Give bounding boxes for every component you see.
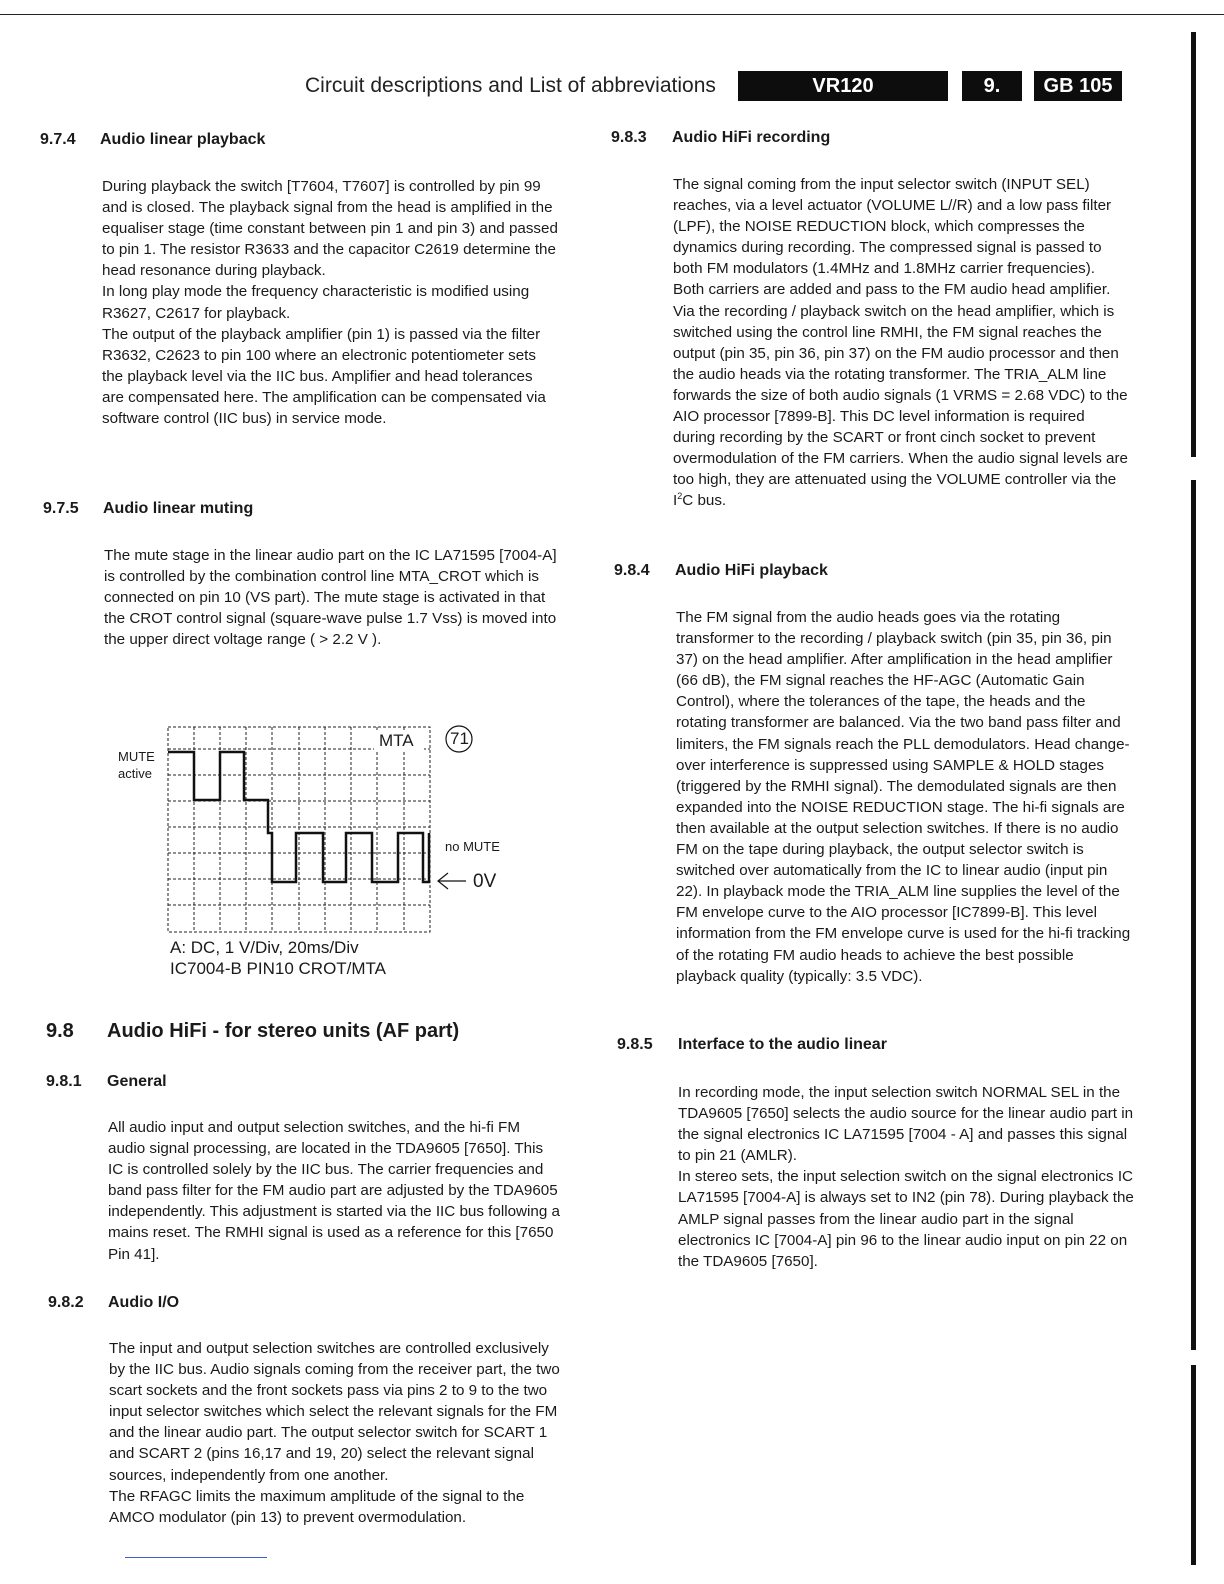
section-body-text: C bus. bbox=[682, 492, 727, 510]
section-body: The mute stage in the linear audio part on the IC LA71595 [7004-A] is controlled by the combination control line MTA_CROT which is connected on pin 10 (VS part). The mute stage is activated in that the CROT control signal (square-wave pulse 1.7 Vss) is moved into the upper direct voltage range ( > 2.2 V ). bbox=[104, 547, 557, 649]
section-body-text: The signal coming from the input selector switch (INPUT SEL) reaches, via a level actuator (VOLUME L//R) and a low pass filter (LPF), the NOISE REDUCTION block, which compresses the dynamics during recording. The compressed signal is passed to both FM modulators (1.4MHz and 1.8MHz carrier frequencies). Both carriers are added and pass to the FM audio head amplifier. Via the recording / playback switch on the head amplifier, which is switched using the control line RMHI, the FM signal reaches the output (pin 35, pin 36, pin 37) on the FM audio processor and then the audio heads via the rotating transformer. The TRIA_ALM line forwards the size of both audio signals (1 VRMS = 2.68 VDC) to the AIO processor [7899-B]. This DC level information is required during recording by the SCART or front cinch socket to prevent overmodulation of the FM carriers. When the audio signal levels are too high, they are attenuated using the VOLUME controller via the I bbox=[673, 176, 1129, 510]
section-number: 9.8 bbox=[46, 1020, 74, 1042]
section-title: Audio linear muting bbox=[103, 500, 254, 517]
oscilloscope-figure bbox=[110, 718, 500, 988]
section-title: Audio HiFi recording bbox=[672, 129, 831, 146]
section-title: Interface to the audio linear bbox=[678, 1036, 887, 1053]
section-number: 9.8.1 bbox=[46, 1073, 82, 1090]
mta-label: MTA bbox=[379, 731, 414, 750]
section-title: Audio HiFi - for stereo units (AF part) bbox=[107, 1020, 460, 1042]
section-title: Audio linear playback bbox=[100, 131, 266, 148]
page-header-title: Circuit descriptions and List of abbreviations bbox=[305, 74, 716, 97]
margin-bar bbox=[1191, 32, 1196, 457]
top-rule bbox=[0, 14, 1224, 15]
section-body: In recording mode, the input selection switch NORMAL SEL in the TDA9605 [7650] selects the audio source for the linear audio part in the signal electronics IC LA71595 [7004 - A] and passes this signal to pin 21 (AMLR). In stereo sets, the input selection switch on the signal electronics IC LA71595 [7004-A] is always set to IN2 (pin 78). During playback the AMLP signal passes from the linear audio part in the signal electronics IC [7004-A] pin 96 to the linear audio input on pin 22 on the TDA9605 [7650]. bbox=[678, 1084, 1134, 1270]
margin-bar bbox=[1191, 1365, 1196, 1565]
no-mute-label: no MUTE bbox=[445, 839, 500, 854]
section-number: 9.8.2 bbox=[48, 1294, 84, 1311]
zero-volt-label: 0V bbox=[473, 871, 497, 892]
chapter-badge: 9. bbox=[962, 71, 1022, 101]
superscript: 2 bbox=[677, 491, 683, 502]
figure-caption: IC7004-B PIN10 CROT/MTA bbox=[170, 959, 387, 978]
section-number: 9.7.4 bbox=[40, 131, 76, 148]
section-number: 9.8.4 bbox=[614, 562, 650, 579]
section-title: General bbox=[107, 1073, 167, 1090]
figure-caption: A: DC, 1 V/Div, 20ms/Div bbox=[170, 938, 359, 957]
section-body: All audio input and output selection switches, and the hi-fi FM audio signal processing, are located in the TDA9605 [7650]. This IC is controlled solely by the IIC bus. The carrier frequencies and band pass filter for the FM audio part are adjusted by the TDA9605 independently. This adjustment is started via the IIC bus following a mains reset. The RMHI signal is used as a reference for this [7650 Pin 41]. bbox=[108, 1119, 560, 1263]
page-number-badge: GB 105 bbox=[1034, 71, 1122, 101]
mute-active-label: active bbox=[118, 766, 152, 781]
section-body: The FM signal from the audio heads goes via the rotating transformer to the recording / playback switch (pin 35, pin 36, pin 37) on the head amplifier. After amplification in the head amplifier (66 dB), the FM signal reaches the HF-AGC (Automatic Gain Control), where the tolerances of the tape, the heads and the rotating transformer are balanced. Via the two band pass filter and limiters, the FM signals reach the PLL demodulators. Head change-over interference is suppressed using SAMPLE & HOLD stages (triggered by the RMHI signal). The demodulated signals are then expanded into the NOISE REDUCTION stage. The hi-fi signals are then available at the output selection switches. If there is no audio FM on the tape during playback, the output selector switch is switched over automatically from the IC to linear audio (input pin 22). In playback mode the TRIA_ALM line supplies the level of the FM envelope curve to the AIO processor [IC7899-B]. This level information from the FM envelope curve is used for the hi-fi tracking of the rotating FM audio heads to achieve the best possible playback quality (typically: 3.5 VDC). bbox=[676, 609, 1131, 985]
mute-active-label: MUTE bbox=[118, 749, 155, 764]
section-number: 9.7.5 bbox=[43, 500, 79, 517]
footer-link-line bbox=[125, 1557, 267, 1558]
section-body: During playback the switch [T7604, T7607] is controlled by pin 99 and is closed. The playback signal from the head is amplified in the equaliser stage (time constant between pin 1 and pin 3) and passed to pin 1. The resistor R3633 and the capacitor C2619 determine the head resonance during playback. In long play mode the frequency characteristic is modified using R3627, C2617 for playback. The output of the playback amplifier (pin 1) is passed via the filter R3632, C2623 to pin 100 where an electronic potentiometer sets the playback level via the IIC bus. Amplifier and head tolerances are compensated here. The amplification can be compensated via software control (IIC bus) in service mode. bbox=[102, 178, 558, 428]
margin-bar bbox=[1191, 480, 1196, 1350]
section-number: 9.8.3 bbox=[611, 129, 647, 146]
section-title: Audio HiFi playback bbox=[675, 562, 828, 579]
section-number: 9.8.5 bbox=[617, 1036, 653, 1053]
scope-grid bbox=[168, 727, 430, 932]
section-body: The input and output selection switches are controlled exclusively by the IIC bus. Audio signals coming from the receiver part, the two scart sockets and the front sockets pass via pins 2 to 9 to the two input selector switches which select the relevant signals for the FM and the linear audio part. The output selector switch for SCART 1 and SCART 2 (pins 16,17 and 19, 20) select the relevant signal sources, independently from one another. The RFAGC limits the maximum amplitude of the signal to the AMCO modulator (pin 13) to prevent overmodulation. bbox=[109, 1340, 560, 1526]
section-title: Audio I/O bbox=[108, 1294, 180, 1311]
section-body bbox=[673, 174, 1128, 512]
figure-number: 71 bbox=[450, 729, 469, 748]
model-badge: VR120 bbox=[738, 71, 948, 101]
